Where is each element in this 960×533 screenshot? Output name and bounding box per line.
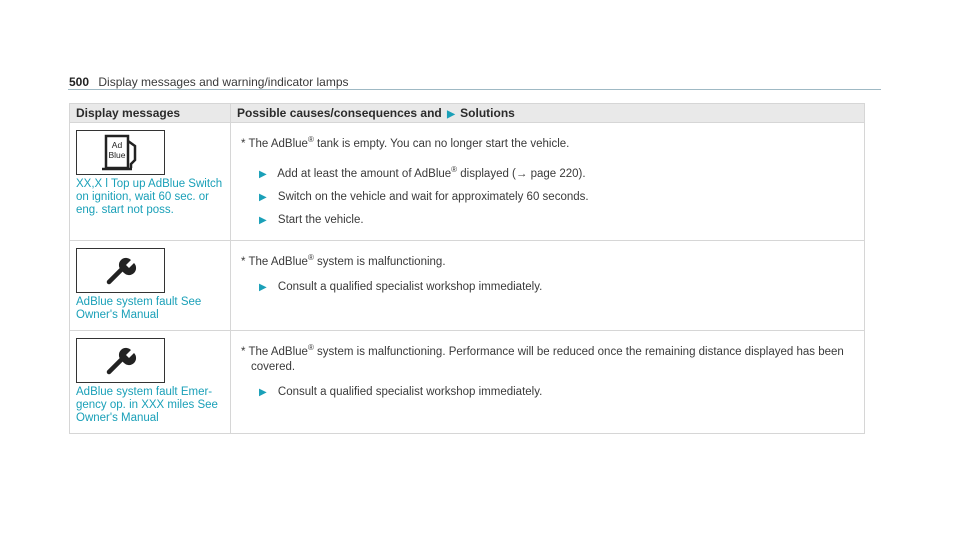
wrench-icon <box>104 346 138 376</box>
asterisk-icon: * <box>241 255 246 268</box>
display-message-cell <box>70 241 231 331</box>
display-message-text: XX,X l Top up AdBlue Switch on ignition, wait 60 sec. or eng. start not poss. <box>76 178 223 216</box>
step-text: Consult a qualified specialist workshop immediately. <box>277 280 543 293</box>
display-messages-table <box>69 103 865 434</box>
registered-mark: ® <box>451 164 458 174</box>
causes-solutions-cell <box>231 123 865 241</box>
cause-part: The AdBlue <box>248 137 308 150</box>
display-message-text: AdBlue system fault See Owner's Manual <box>76 296 202 321</box>
causes-solutions-cell <box>231 331 865 434</box>
col-header-display-messages: Display messages <box>70 104 231 123</box>
cause-part: system is malfunctioning. Performance will be reduced once the remaining distance displayed has been covered. <box>251 345 844 373</box>
cause-text <box>241 250 858 270</box>
step-text: Switch on the vehicle and wait for approximately 60 seconds. <box>277 190 589 203</box>
svg-text:Ad: Ad <box>111 139 122 150</box>
asterisk-icon: * <box>241 137 246 150</box>
display-message-text <box>76 386 224 425</box>
step-text: Add at least the amount of AdBlue <box>277 167 452 180</box>
registered-mark: ® <box>307 343 314 352</box>
solution-step <box>259 213 858 228</box>
col-header-causes: Possible causes/consequences and <box>237 106 442 120</box>
step-text: Consult a qualified specialist workshop immediately. <box>277 385 543 398</box>
cause-text <box>241 132 858 152</box>
display-message-line: AdBlue system fault Emer- <box>76 386 213 398</box>
registered-mark: ® <box>307 135 314 144</box>
header-divider <box>68 89 881 90</box>
wrench-icon-box <box>76 338 165 383</box>
page-title: Display messages and warning/indicator lamps <box>98 75 349 89</box>
display-message-cell <box>70 123 231 241</box>
table-row <box>70 123 865 241</box>
step-arrow-icon: ▶ <box>259 191 267 203</box>
cause-part: The AdBlue <box>248 345 308 358</box>
step-arrow-icon: ▶ <box>259 168 267 180</box>
step-arrow-icon: ▶ <box>259 214 267 226</box>
asterisk-icon: * <box>241 345 246 358</box>
wrench-icon <box>104 256 138 286</box>
solution-step <box>259 385 858 400</box>
table-header-row <box>70 104 865 123</box>
cause-text <box>241 340 858 375</box>
table-row <box>70 241 865 331</box>
step-text: displayed (→ page 220). <box>457 167 586 180</box>
step-arrow-icon: ▶ <box>259 281 267 293</box>
display-message-line: gency op. in XXX miles See <box>76 399 218 411</box>
adblue-tank-icon-box <box>76 130 165 175</box>
step-arrow-icon: ▶ <box>259 386 267 398</box>
solution-step <box>259 280 858 295</box>
page-number: 500 <box>69 75 90 89</box>
step-text: Start the vehicle. <box>277 213 364 226</box>
solutions-arrow-icon: ▶ <box>447 109 455 120</box>
cause-part: The AdBlue <box>248 255 308 268</box>
table-row <box>70 331 865 434</box>
col-header-causes-solutions <box>231 104 865 123</box>
wrench-icon-box <box>76 248 165 293</box>
cause-part: tank is empty. You can no longer start the vehicle. <box>313 137 570 150</box>
svg-text:Blue: Blue <box>107 149 126 160</box>
page-header <box>69 75 349 89</box>
solution-step <box>259 162 858 182</box>
cause-part: system is malfunctioning. <box>313 255 446 268</box>
causes-solutions-cell <box>231 241 865 331</box>
display-message-line: Owner's Manual <box>76 412 159 424</box>
col-header-solutions: Solutions <box>460 106 515 120</box>
display-message-cell <box>70 331 231 434</box>
registered-mark: ® <box>307 253 314 262</box>
solution-step <box>259 190 858 205</box>
adblue-tank-icon <box>99 134 143 172</box>
